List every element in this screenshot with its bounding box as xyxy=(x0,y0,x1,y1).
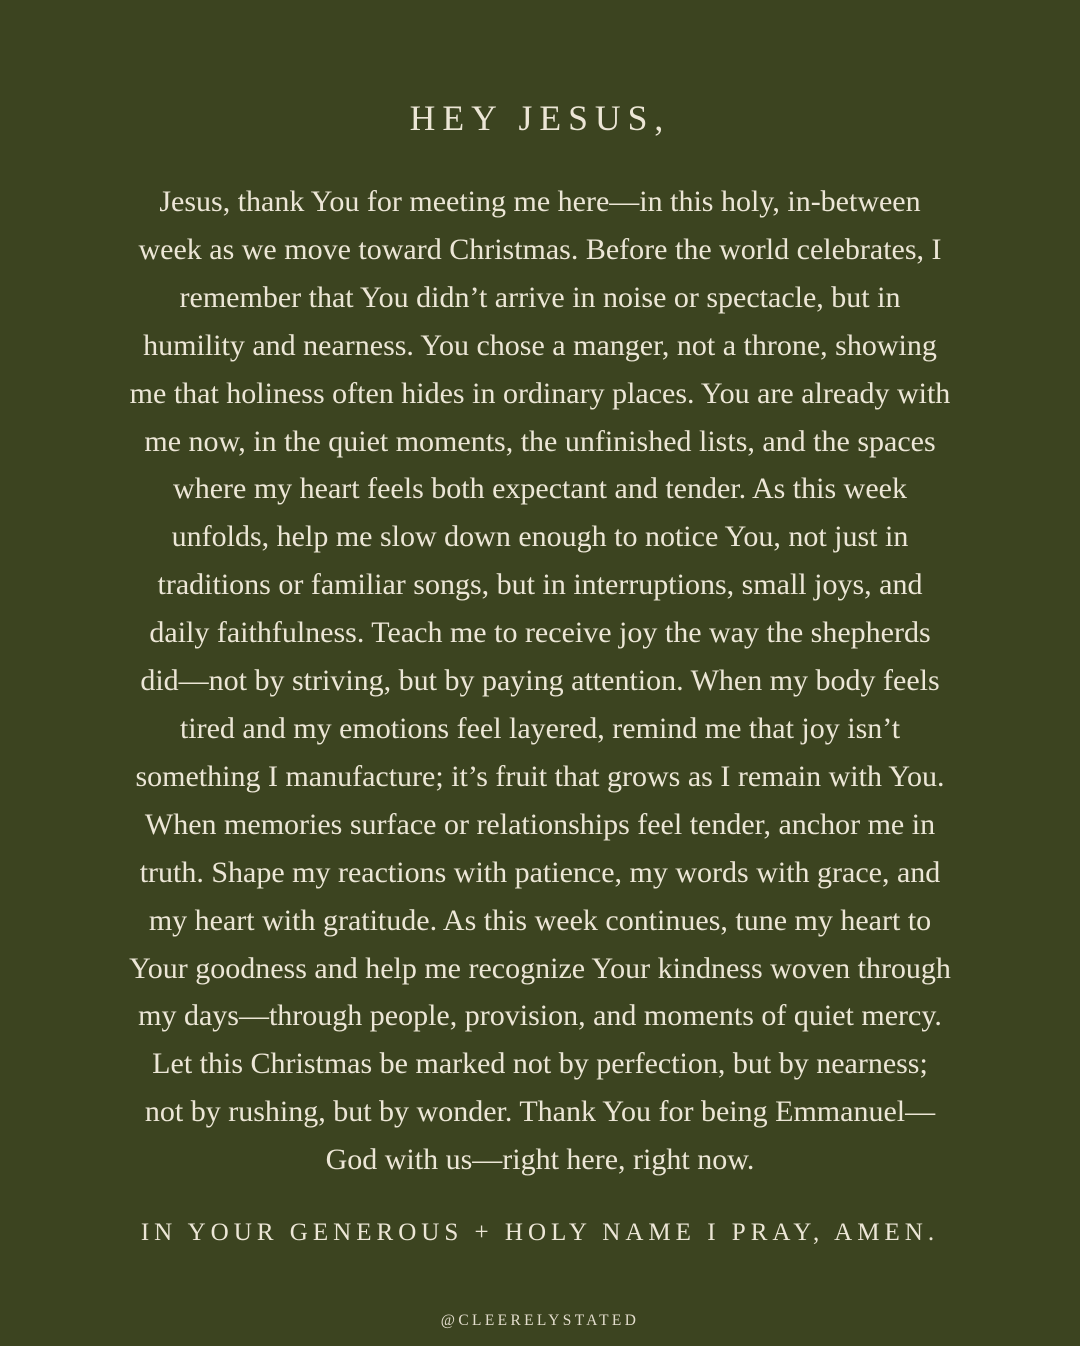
prayer-closing: IN YOUR GENEROUS + HOLY NAME I PRAY, AMEN. xyxy=(140,1219,940,1246)
prayer-line: remember that You didn’t arrive in noise or spectacle, but in xyxy=(179,280,901,314)
prayer-line: When memories surface or relationships feel tender, anchor me in xyxy=(144,807,936,841)
prayer-line: daily faithfulness. Teach me to receive joy the way the shepherds xyxy=(149,616,931,650)
prayer-line: not by rushing, but by wonder. Thank You for being Emmanuel— xyxy=(144,1095,936,1129)
prayer-line: Jesus, thank You for meeting me here—in this holy, in-between xyxy=(159,185,921,218)
prayer-line: my days—through people, provision, and moments of quiet mercy. xyxy=(138,999,942,1033)
prayer-line: traditions or familiar songs, but in interruptions, small joys, and xyxy=(157,568,923,602)
prayer-line: unfolds, help me slow down enough to notice You, not just in xyxy=(171,520,909,554)
prayer-line: me that holiness often hides in ordinary places. You are already with xyxy=(129,376,951,410)
prayer-line: truth. Shape my reactions with patience, my words with grace, and xyxy=(139,855,941,889)
prayer-line: tired and my emotions feel layered, remind me that joy isn’t xyxy=(179,711,901,745)
prayer-line: did—not by striving, but by paying attention. When my body feels xyxy=(140,664,940,698)
author-handle: @CLEERELYSTATED xyxy=(440,1312,640,1329)
prayer-line: something I manufacture; it’s fruit that grows as I remain with You. xyxy=(135,759,945,793)
prayer-line: where my heart feels both expectant and tender. As this week xyxy=(173,472,907,506)
prayer-body xyxy=(64,178,1016,1184)
prayer-line: Let this Christmas be marked not by perfection, but by nearness; xyxy=(152,1047,928,1081)
prayer-line: Your goodness and help me recognize Your kindness woven through xyxy=(129,951,951,985)
prayer-line: week as we move toward Christmas. Before the world celebrates, I xyxy=(138,232,942,266)
prayer-title: HEY JESUS, xyxy=(409,98,671,138)
prayer-line: God with us—right here, right now. xyxy=(325,1143,755,1177)
prayer-line: humility and nearness. You chose a manger, not a throne, showing xyxy=(143,328,937,362)
prayer-line: me now, in the quiet moments, the unfinished lists, and the spaces xyxy=(144,424,936,458)
prayer-line: my heart with gratitude. As this week continues, tune my heart to xyxy=(148,903,932,937)
